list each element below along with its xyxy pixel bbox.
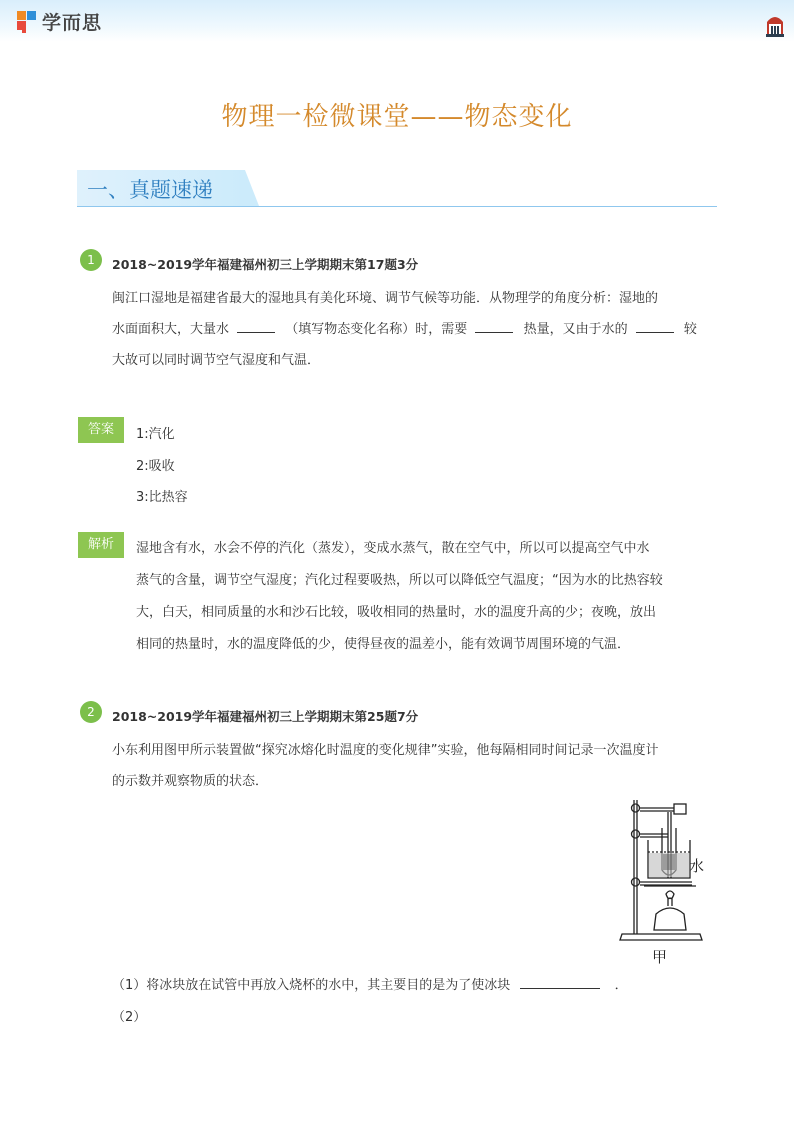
- analysis-line: 湿地含有水，水会不停的汽化（蒸发），变成水蒸气，散在空气中，所以可以提高空气中水: [136, 541, 650, 556]
- school-badge-icon: [765, 12, 785, 38]
- subquestion-suffix: ．: [614, 978, 628, 993]
- answer-blank: [636, 320, 674, 333]
- question-source: 2018~2019学年福建福州初三上学期期末第25题7分: [112, 709, 419, 724]
- stem-text: 闽江口湿地是福建省最大的湿地具有美化环境、调节气候等功能．从物理学的角度分析：湿地的: [112, 291, 659, 306]
- section-header: [77, 170, 717, 210]
- stem-text: 大故可以同时调节空气湿度和气温．: [112, 353, 321, 368]
- melting-apparatus-diagram: [616, 794, 716, 966]
- question-stem-line: 小东利用图甲所示装置做“探究冰熔化时温度的变化规律”实验，他每隔相同时间记录一次温度计: [112, 743, 659, 758]
- subquestion: （2）: [112, 1010, 147, 1025]
- question-stem-line: 的示数并观察物质的状态．: [112, 774, 269, 789]
- question-number-badge: 1: [80, 249, 102, 271]
- answer-item: 3:比热容: [136, 490, 188, 505]
- question-number-badge: 2: [80, 701, 102, 723]
- answer-blank: [475, 320, 513, 333]
- answer-tag: 答案: [78, 417, 124, 443]
- answer-blank: [520, 976, 600, 989]
- question-stem-line: [112, 318, 697, 337]
- analysis-line: 相同的热量时，水的温度降低的少，使得昼夜的温差小，能有效调节周围环境的气温．: [136, 637, 631, 652]
- stem-text: 水面面积大，大量水: [112, 322, 230, 337]
- question-source: 2018~2019学年福建福州初三上学期期末第17题3分: [112, 257, 419, 272]
- question-stem-line: [112, 349, 320, 368]
- stem-text: 热量，又由于水的: [523, 322, 628, 337]
- header-band: [0, 0, 794, 42]
- answer-blank: [237, 320, 275, 333]
- brand-logo-icon: [16, 8, 38, 34]
- answer-item: 1:汽化: [136, 427, 175, 442]
- subquestion-text: （1）将冰块放在试管中再放入烧杯的水中，其主要目的是为了使冰块: [112, 978, 511, 993]
- brand-logo: [16, 8, 102, 34]
- stem-text: 较: [683, 322, 697, 337]
- section-label: 一、真题速递: [87, 178, 213, 202]
- section-rule: [77, 206, 717, 207]
- analysis-tag: 解析: [78, 532, 124, 558]
- apparatus-figure: [616, 794, 716, 966]
- brand-name: 学而思: [42, 11, 103, 34]
- document-title: 物理一检微课堂——物态变化: [221, 102, 573, 132]
- question-stem-line: [112, 287, 658, 306]
- figure-caption: 甲: [652, 948, 668, 966]
- analysis-line: 蒸气的含量，调节空气湿度；汽化过程要吸热，所以可以降低空气温度；“因为水的比热容较: [136, 573, 663, 588]
- analysis-line: 大，白天，相同质量的水和沙石比较，吸收相同的热量时，水的温度升高的少；夜晚，放出: [136, 605, 657, 620]
- figure-water-label: 水: [689, 857, 705, 875]
- subquestion: [112, 974, 628, 993]
- answer-item: 2:吸收: [136, 459, 175, 474]
- stem-text: （填写物态变化名称）时，需要: [285, 322, 468, 337]
